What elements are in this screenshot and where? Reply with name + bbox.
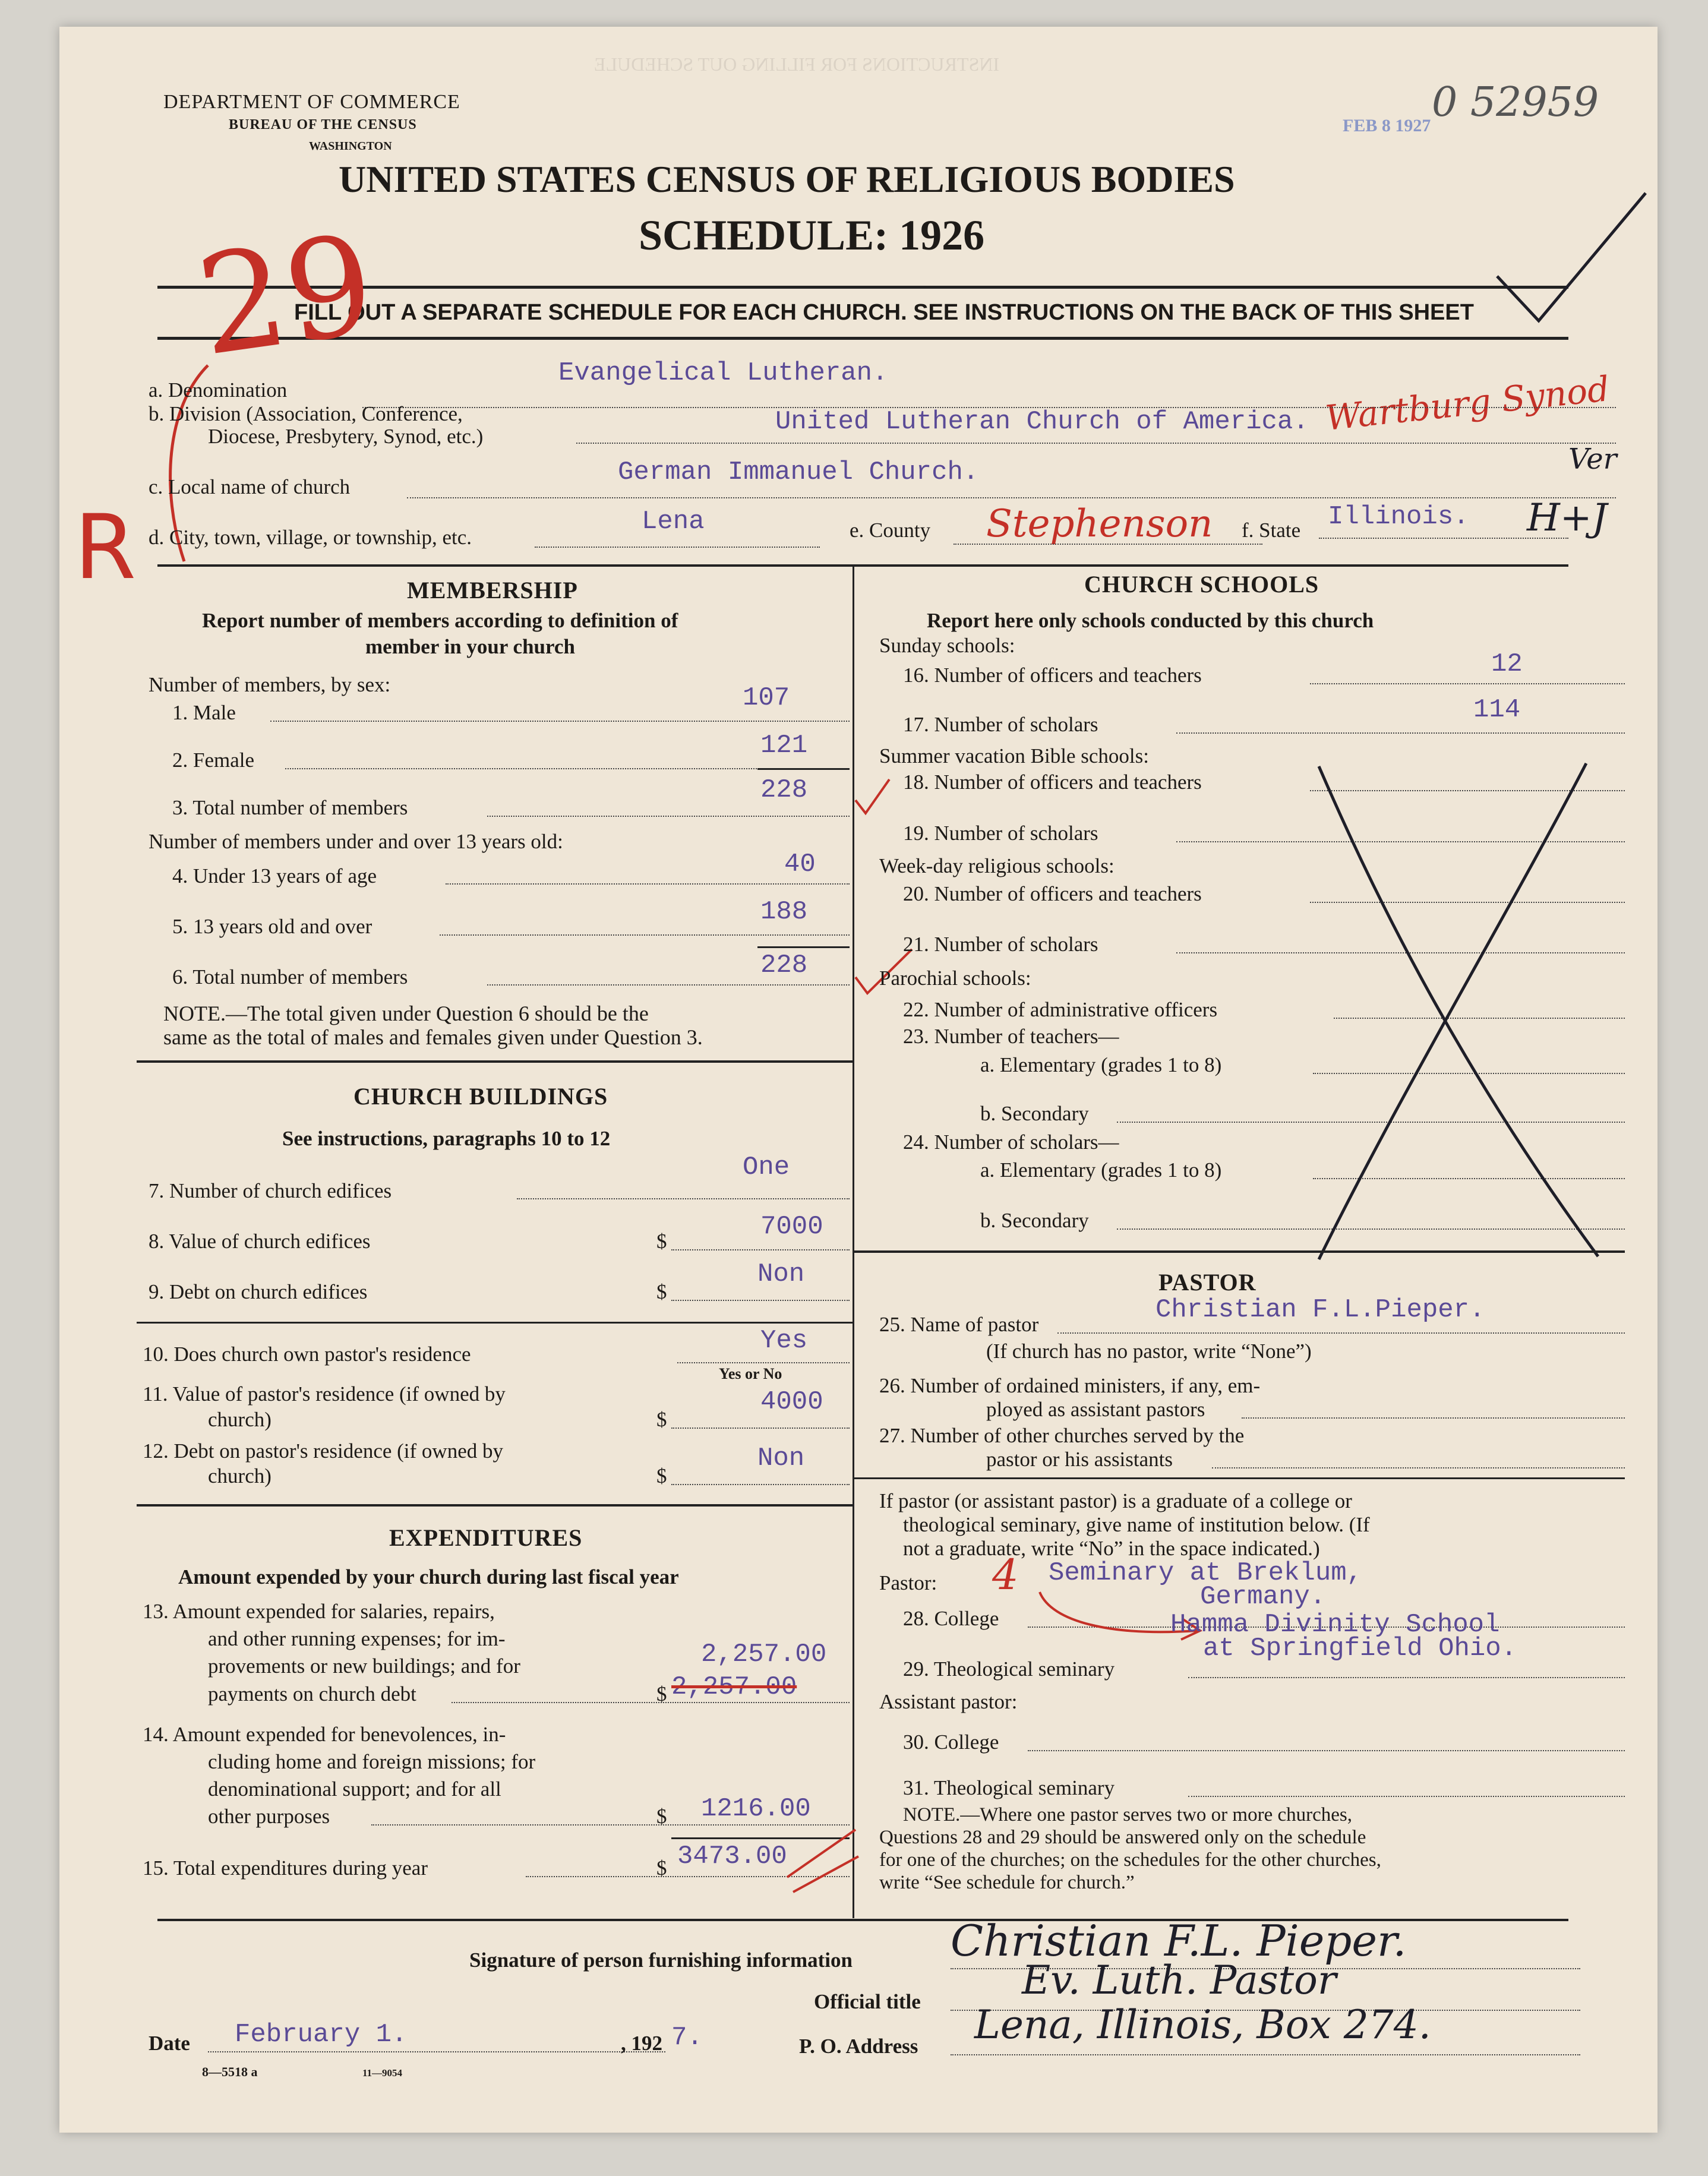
schools-rule [854, 1250, 1625, 1253]
q10-value: Yes [760, 1326, 808, 1356]
q18-label: 18. Number of officers and teachers [903, 770, 1202, 794]
pastor-rule [854, 1477, 1625, 1479]
state-line [1319, 538, 1568, 539]
q31-line [1188, 1796, 1625, 1797]
q15-label: 15. Total expenditures during year [143, 1856, 428, 1880]
schools-cross-out-mark [1295, 757, 1622, 1268]
po-address-value: Lena, Illinois, Box 274. [974, 2002, 1431, 2048]
q11-label: 11. Value of pastor's residence (if owned by [143, 1382, 506, 1406]
column-divider [853, 567, 854, 1918]
pastor-heading: PASTOR [1158, 1269, 1256, 1296]
buildings-rule [137, 1504, 853, 1507]
po-address-label: P. O. Address [799, 2035, 918, 2058]
q13-struck-value: 2,257.00 [671, 1672, 797, 1702]
q6-label: 6. Total number of members [172, 965, 408, 988]
city-label: d. City, town, village, or township, etc. [149, 526, 472, 549]
q17-label: 17. Number of scholars [903, 713, 1098, 736]
q25-value: Christian F.L.Pieper. [1155, 1295, 1485, 1325]
red-annotation-29: 29 [188, 205, 383, 387]
division-label-2: Diocese, Presbytery, Synod, etc.) [208, 425, 484, 448]
q15-value: 3473.00 [677, 1842, 787, 1871]
q14-label: 14. Amount expended for benevolences, in- [143, 1723, 506, 1746]
membership-note-1: NOTE.—The total given under Question 6 should be the [163, 1002, 649, 1025]
membership-sub-2: member in your church [365, 635, 575, 658]
denomination-value: Evangelical Lutheran. [558, 358, 888, 388]
q12-dollar: $ [656, 1464, 667, 1487]
q13-line [452, 1702, 850, 1703]
q2-value: 121 [760, 731, 808, 760]
q3-total-rule [757, 768, 850, 770]
q14-label-2: cluding home and foreign missions; for [208, 1750, 536, 1773]
church-name-label: c. Local name of church [149, 475, 351, 498]
file-number: 0 52959 [1432, 79, 1599, 126]
q27-label: 27. Number of other churches served by the [879, 1424, 1245, 1447]
q9-dollar: $ [656, 1280, 667, 1303]
q6-line [487, 984, 850, 986]
q4-value: 40 [784, 849, 816, 879]
q12-label: 12. Debt on pastor's residence (if owned by [143, 1439, 503, 1463]
q14-label-3: denominational support; and for all [208, 1777, 501, 1801]
q3-line [487, 816, 850, 817]
division-value: United Lutheran Church of America. [775, 407, 1309, 437]
q16-label: 16. Number of officers and teachers [903, 664, 1202, 687]
q25-line [1057, 1332, 1625, 1334]
q4-label: 4. Under 13 years of age [172, 864, 377, 888]
q9-value: Non [757, 1259, 805, 1289]
q8-label: 8. Value of church edifices [149, 1230, 371, 1253]
q23a-label: a. Elementary (grades 1 to 8) [980, 1053, 1222, 1076]
signature-value: Christian F.L. Pieper. [951, 1916, 1407, 1966]
members-by-sex-label: Number of members, by sex: [149, 673, 391, 696]
q10-label: 10. Does church own pastor's residence [143, 1343, 471, 1366]
q22-label: 22. Number of administrative officers [903, 998, 1218, 1021]
pastor-note-1: NOTE.—Where one pastor serves two or more churches, [903, 1804, 1352, 1826]
parochial-schools-label: Parochial schools: [879, 967, 1031, 990]
po-address-line [951, 2054, 1580, 2055]
form-title: UNITED STATES CENSUS OF RELIGIOUS BODIES [339, 158, 1235, 200]
division-line [576, 443, 1616, 444]
q27-label-2: pastor or his assistants [986, 1448, 1173, 1471]
print-number: 11—9054 [362, 2067, 403, 2079]
form-subtitle: SCHEDULE: 1926 [639, 211, 985, 259]
q12-line [671, 1484, 850, 1485]
q26-label: 26. Number of ordained ministers, if any, em- [879, 1374, 1261, 1397]
year-digit: 7. [671, 2023, 703, 2052]
expenditures-heading: EXPENDITURES [389, 1524, 583, 1551]
signature-label: Signature of person furnishing information [469, 1948, 853, 1972]
q13-label-3: provements or new buildings; and for [208, 1654, 520, 1678]
red-bracket-mark [143, 336, 226, 591]
q29-label: 29. Theological seminary [903, 1657, 1115, 1681]
city-value: Lena [642, 507, 705, 536]
q1-value: 107 [743, 683, 790, 713]
department: DEPARTMENT OF COMMERCE [163, 91, 460, 113]
membership-heading: MEMBERSHIP [407, 577, 578, 604]
q7-value: One [743, 1152, 790, 1182]
q12-label-2: church) [208, 1464, 271, 1487]
q1-line [270, 721, 850, 722]
q12-value: Non [757, 1444, 805, 1473]
identity-rule [157, 564, 1568, 567]
q26-label-2: ployed as assistant pastors [986, 1398, 1205, 1421]
yes-no-hint: Yes or No [719, 1365, 782, 1382]
q27-line [1212, 1467, 1625, 1468]
q14-line [371, 1824, 850, 1826]
q16-line [1310, 683, 1625, 684]
q9-label: 9. Debt on church edifices [149, 1280, 368, 1303]
q5-label: 5. 13 years old and over [172, 915, 372, 938]
q29-value: Hamma Divinity School [1170, 1610, 1500, 1640]
denomination-label: a. Denomination [149, 378, 288, 402]
q8-value: 7000 [760, 1212, 823, 1242]
hj-annotation: H+J [1527, 496, 1608, 540]
q7-label: 7. Number of church edifices [149, 1179, 392, 1202]
graduate-instruction-1: If pastor (or assistant pastor) is a graduate of a college or [879, 1489, 1352, 1512]
division-label: b. Division (Association, Conference, [149, 402, 463, 425]
q11-value: 4000 [760, 1387, 823, 1417]
q13-dollar: $ [656, 1682, 667, 1706]
buildings-heading: CHURCH BUILDINGS [353, 1083, 608, 1110]
date-value: February 1. [235, 2020, 408, 2049]
q17-value: 114 [1473, 695, 1521, 725]
q3-label: 3. Total number of members [172, 796, 408, 819]
q29-value-2: at Springfield Ohio. [1203, 1634, 1517, 1663]
county-value: Stephenson [986, 502, 1213, 546]
weekday-schools-label: Week-day religious schools: [879, 854, 1115, 877]
q31-label: 31. Theological seminary [903, 1776, 1115, 1799]
q7-line [517, 1198, 850, 1199]
form-number: 8—5518 a [202, 2064, 258, 2079]
q25-label: 25. Name of pastor [879, 1313, 1039, 1336]
q13-label: 13. Amount expended for salaries, repairs, [143, 1600, 495, 1623]
q26-line [1242, 1417, 1625, 1419]
date-label: Date [149, 2032, 190, 2055]
red-annotation-r: R [74, 496, 137, 599]
q20-label: 20. Number of officers and teachers [903, 882, 1202, 905]
membership-sub-1: Report number of members according to definition of [202, 609, 678, 632]
pastor-note-4: write “See schedule for church.” [879, 1872, 1135, 1893]
date-line [208, 2051, 665, 2052]
q16-value: 12 [1491, 649, 1523, 679]
sunday-schools-label: Sunday schools: [879, 634, 1015, 657]
assistant-pastor-label: Assistant pastor: [879, 1690, 1018, 1713]
q24a-label: a. Elementary (grades 1 to 8) [980, 1158, 1222, 1182]
q13-value: 2,257.00 [701, 1640, 827, 1669]
q21-label: 21. Number of scholars [903, 933, 1098, 956]
summer-schools-label: Summer vacation Bible schools: [879, 744, 1149, 768]
pastor-sub-label: Pastor: [879, 1571, 937, 1594]
q13-label-4: payments on church debt [208, 1682, 416, 1706]
q10-line [677, 1362, 850, 1363]
expenditures-sub: Amount expended by your church during last fiscal year [178, 1565, 679, 1588]
q3-value: 228 [760, 775, 808, 805]
q24b-label: b. Secondary [980, 1209, 1089, 1232]
q28-label: 28. College [903, 1607, 999, 1630]
q6-total-rule [757, 946, 850, 948]
q19-label: 19. Number of scholars [903, 822, 1098, 845]
q11-label-2: church) [208, 1408, 271, 1431]
q30-label: 30. College [903, 1730, 999, 1754]
q30-line [1028, 1750, 1625, 1751]
pastor-note-3: for one of the churches; on the schedules for the other churches, [879, 1849, 1381, 1871]
church-name-line [407, 497, 1616, 498]
red-annotation-4: 4 [992, 1550, 1019, 1599]
church-name-value: German Immanuel Church. [618, 457, 979, 487]
year-prefix: , 192 [621, 2032, 662, 2055]
q1-label: 1. Male [172, 701, 236, 724]
schedule-sheet [59, 27, 1658, 2133]
buildings-sub: See instructions, paragraphs 10 to 12 [282, 1127, 611, 1150]
q25-note: (If church has no pastor, write “None”) [986, 1340, 1312, 1363]
official-title-label: Official title [814, 1990, 921, 2013]
members-by-age-label: Number of members under and over 13 years old: [149, 830, 563, 853]
q13-label-2: and other running expenses; for im- [208, 1627, 506, 1650]
q17-line [1176, 732, 1625, 734]
bureau: BUREAU OF THE CENSUS [229, 117, 417, 132]
q11-dollar: $ [656, 1408, 667, 1431]
red-slash-marks [781, 1821, 864, 1898]
city-line [535, 547, 820, 548]
county-line [954, 544, 1262, 545]
q8-dollar: $ [656, 1230, 667, 1253]
q23b-label: b. Secondary [980, 1102, 1089, 1125]
q6-value: 228 [760, 950, 808, 980]
received-stamp: FEB 8 1927 [1343, 116, 1431, 135]
graduate-instruction-3: not a graduate, write “No” in the space indicated.) [903, 1537, 1320, 1560]
schools-sub: Report here only schools conducted by this church [927, 609, 1374, 632]
q23-label: 23. Number of teachers— [903, 1025, 1119, 1048]
schools-heading: CHURCH SCHOOLS [1084, 571, 1319, 598]
reverse-bleed: INSTRUCTIONS FOR FILLING OUT SCHEDULE [594, 53, 1000, 75]
county-label: e. County [850, 519, 931, 542]
city: WASHINGTON [309, 140, 392, 153]
membership-rule [137, 1060, 853, 1063]
check-mark-icon [1485, 187, 1658, 342]
red-check-q3-icon [853, 776, 894, 818]
q5-value: 188 [760, 897, 808, 927]
q2-label: 2. Female [172, 749, 255, 772]
q14-dollar: $ [656, 1805, 667, 1828]
q28-value-2: Germany. [1200, 1582, 1326, 1612]
ver-annotation: Ver [1568, 443, 1617, 476]
q24-label: 24. Number of scholars— [903, 1130, 1119, 1154]
q29-line [1188, 1677, 1625, 1678]
state-label: f. State [1242, 519, 1301, 542]
official-title-value: Ev. Luth. Pastor [1022, 1957, 1337, 2003]
q4-line [446, 883, 850, 885]
q8-line [671, 1249, 850, 1250]
q14-label-4: other purposes [208, 1805, 330, 1828]
separate-schedule-instruction: FILL OUT A SEPARATE SCHEDULE FOR EACH CHURCH. SEE INSTRUCTIONS ON THE BACK OF THIS SHEET [294, 300, 1474, 325]
q11-line [671, 1427, 850, 1429]
q15-dollar: $ [656, 1856, 667, 1880]
red-annotation-synod: Wartburg Synod [1323, 368, 1612, 438]
q28-value: Seminary at Breklum, [1049, 1558, 1363, 1588]
q9-line [671, 1300, 850, 1301]
q14-value: 1216.00 [701, 1794, 811, 1824]
q5-line [440, 934, 850, 936]
graduate-instruction-2: theological seminary, give name of institution below. (If [903, 1513, 1370, 1536]
membership-note-2: same as the total of males and females given under Question 3. [163, 1025, 703, 1049]
buildings-mid-rule [137, 1322, 853, 1324]
state-value: Illinois. [1328, 502, 1469, 532]
pastor-note-2: Questions 28 and 29 should be answered only on the schedule [879, 1827, 1366, 1848]
